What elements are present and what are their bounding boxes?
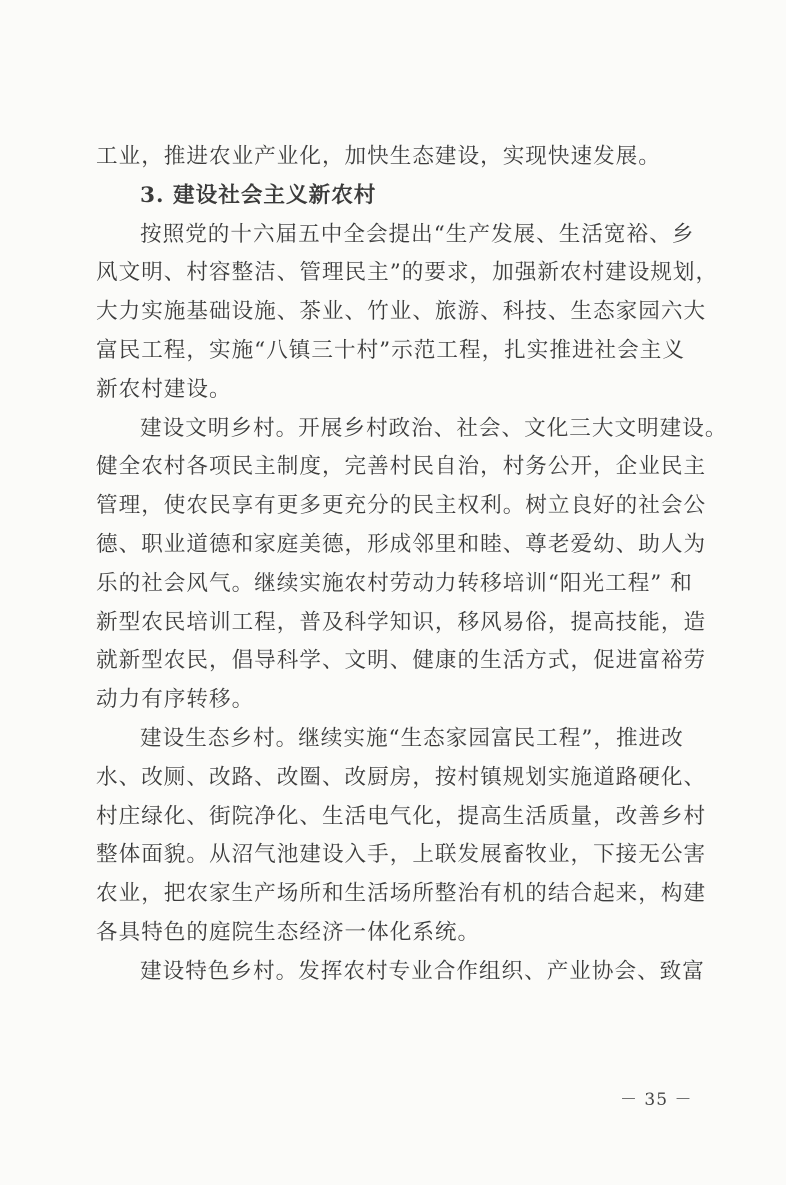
text-line: 德、职业道德和家庭美德，形成邻里和睦、尊老爱幼、助人为 bbox=[96, 531, 707, 557]
text-line: 村庄绿化、街院净化、生活电气化，提高生活质量，改善乡村 bbox=[96, 803, 707, 829]
text-line: 新农村建设。 bbox=[96, 376, 232, 402]
text-line: 按照党的十六届五中全会提出“生产发展、生活宽裕、乡 bbox=[140, 221, 695, 247]
page-number: － 35 － bbox=[620, 1090, 693, 1110]
text-line: 乐的社会风气。继续实施农村劳动力转移培训“阳光工程” 和 bbox=[96, 570, 693, 596]
text-line: 建设特色乡村。发挥农村专业合作组织、产业协会、致富 bbox=[140, 958, 705, 984]
text-line: 大力实施基础设施、茶业、竹业、旅游、科技、生态家园六大 bbox=[96, 299, 707, 325]
text-line: 管理，使农民享有更多更充分的民主权利。树立良好的社会公 bbox=[96, 493, 707, 519]
text-line: 动力有序转移。 bbox=[96, 687, 255, 713]
body-text bbox=[96, 138, 726, 992]
text-line: 各具特色的庭院生态经济一体化系统。 bbox=[96, 919, 481, 945]
text-line: 就新型农民，倡导科学、文明、健康的生活方式，促进富裕劳 bbox=[96, 648, 707, 674]
text-line: 风文明、村容整洁、管理民主”的要求，加强新农村建设规划， bbox=[96, 260, 719, 286]
text-line: 建设文明乡村。开展乡村政治、社会、文化三大文明建设。 bbox=[140, 415, 728, 441]
text-line: 建设生态乡村。继续实施“生态家园富民工程”，推进改 bbox=[140, 725, 684, 751]
text-line: 新型农民培训工程，普及科学知识，移风易俗，提高技能，造 bbox=[96, 609, 707, 635]
text-line: 健全农村各项民主制度，完善村民自治，村务公开，企业民主 bbox=[96, 454, 707, 480]
text-line: 富民工程，实施“八镇三十村”示范工程，扎实推进社会主义 bbox=[96, 337, 685, 363]
text-line: 水、改厕、改路、改圈、改厨房，按村镇规划实施道路硬化、 bbox=[96, 764, 707, 790]
text-line: 工业，推进农业产业化，加快生态建设，实现快速发展。 bbox=[96, 144, 661, 169]
text-line: 农业，把农家生产场所和生活场所整治有机的结合起来，构建 bbox=[96, 881, 707, 907]
section-heading: 3. 建设社会主义新农村 bbox=[140, 182, 377, 208]
text-line: 整体面貌。从沼气池建设入手，上联发展畜牧业，下接无公害 bbox=[96, 842, 707, 868]
